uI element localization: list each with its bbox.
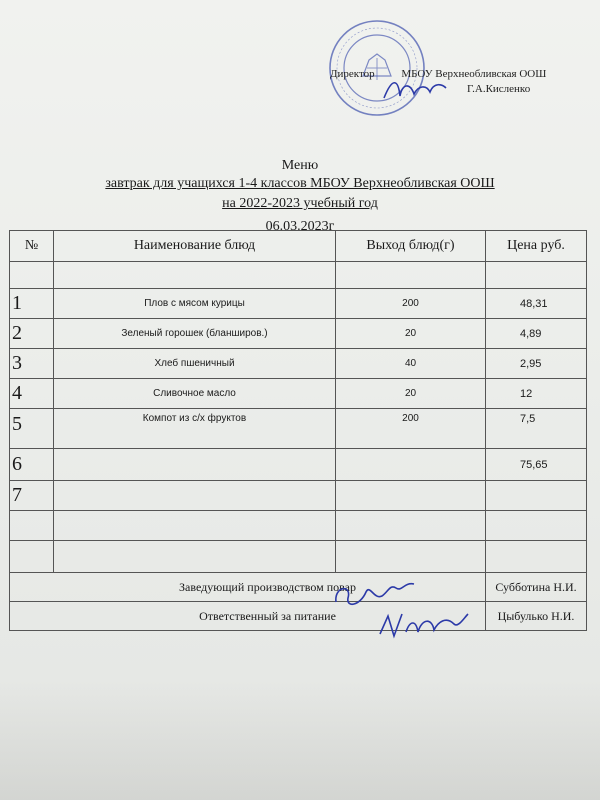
- dish-output: 200: [336, 409, 486, 449]
- signoff-row: [10, 573, 587, 602]
- menu-subtitle: завтрак для учащихся 1-4 классов МБОУ Верхнеобливская ООШ: [105, 176, 495, 191]
- table-row: [10, 379, 587, 409]
- dish-output: [336, 449, 486, 481]
- table-header-row: [10, 231, 587, 262]
- signoff-name: Цыбулько Н.И.: [486, 602, 587, 631]
- dish-price: 7,5: [486, 409, 587, 449]
- table-row: [10, 409, 587, 449]
- table-row: [10, 481, 587, 511]
- dish-name: Зеленый горошек (бланширов.): [54, 319, 336, 349]
- dish-output: 40: [336, 349, 486, 379]
- dish-name: Компот из с/х фруктов: [54, 409, 336, 449]
- column-header-number: №: [10, 231, 54, 262]
- approval-role: Директор: [330, 68, 375, 80]
- row-number: 1: [10, 289, 54, 319]
- dish-output: 200: [336, 289, 486, 319]
- column-header-dish: Наименование блюд: [54, 231, 336, 262]
- dish-name: Хлеб пшеничный: [54, 349, 336, 379]
- dish-name: [54, 449, 336, 481]
- row-number: 7: [10, 481, 54, 511]
- table-row-blank: [10, 511, 587, 541]
- table-row-total: [10, 449, 587, 481]
- column-header-price: Цена руб.: [486, 231, 587, 262]
- table-row: [10, 319, 587, 349]
- director-signature: [380, 74, 450, 104]
- row-number: 4: [10, 379, 54, 409]
- total-price: 75,65: [486, 449, 587, 481]
- signoff-row: [10, 602, 587, 631]
- table-row: [10, 349, 587, 379]
- dish-price: 4,89: [486, 319, 587, 349]
- column-header-output: Выход блюд(г): [336, 231, 486, 262]
- row-number: 5: [10, 409, 54, 449]
- menu-date: 06.03.2023г: [265, 219, 335, 234]
- school-year: на 2022-2023 учебный год: [222, 196, 378, 211]
- dish-output: 20: [336, 319, 486, 349]
- dish-price: [486, 481, 587, 511]
- dish-name: [54, 481, 336, 511]
- table-row-blank: [10, 262, 587, 289]
- nutrition-officer-signature: [376, 606, 472, 644]
- row-number: 6: [10, 449, 54, 481]
- dish-output: [336, 481, 486, 511]
- approval-name: Г.А.Кисленко: [467, 83, 531, 95]
- signoff-label: Ответственный за питание: [10, 602, 486, 631]
- row-number: 2: [10, 319, 54, 349]
- dish-name: Плов с мясом курицы: [54, 289, 336, 319]
- table-row: [10, 289, 587, 319]
- dish-price: 48,31: [486, 289, 587, 319]
- dish-price: 2,95: [486, 349, 587, 379]
- menu-table: [9, 230, 587, 631]
- signoff-name: Субботина Н.И.: [486, 573, 587, 602]
- approval-org: МБОУ Верхнеобливская ООШ: [401, 68, 547, 80]
- dish-name: Сливочное масло: [54, 379, 336, 409]
- dish-price: 12: [486, 379, 587, 409]
- menu-title: Меню: [281, 158, 319, 173]
- row-number: 3: [10, 349, 54, 379]
- table-row-blank: [10, 541, 587, 573]
- signoff-label: Заведующий производством повар: [10, 573, 486, 602]
- dish-output: 20: [336, 379, 486, 409]
